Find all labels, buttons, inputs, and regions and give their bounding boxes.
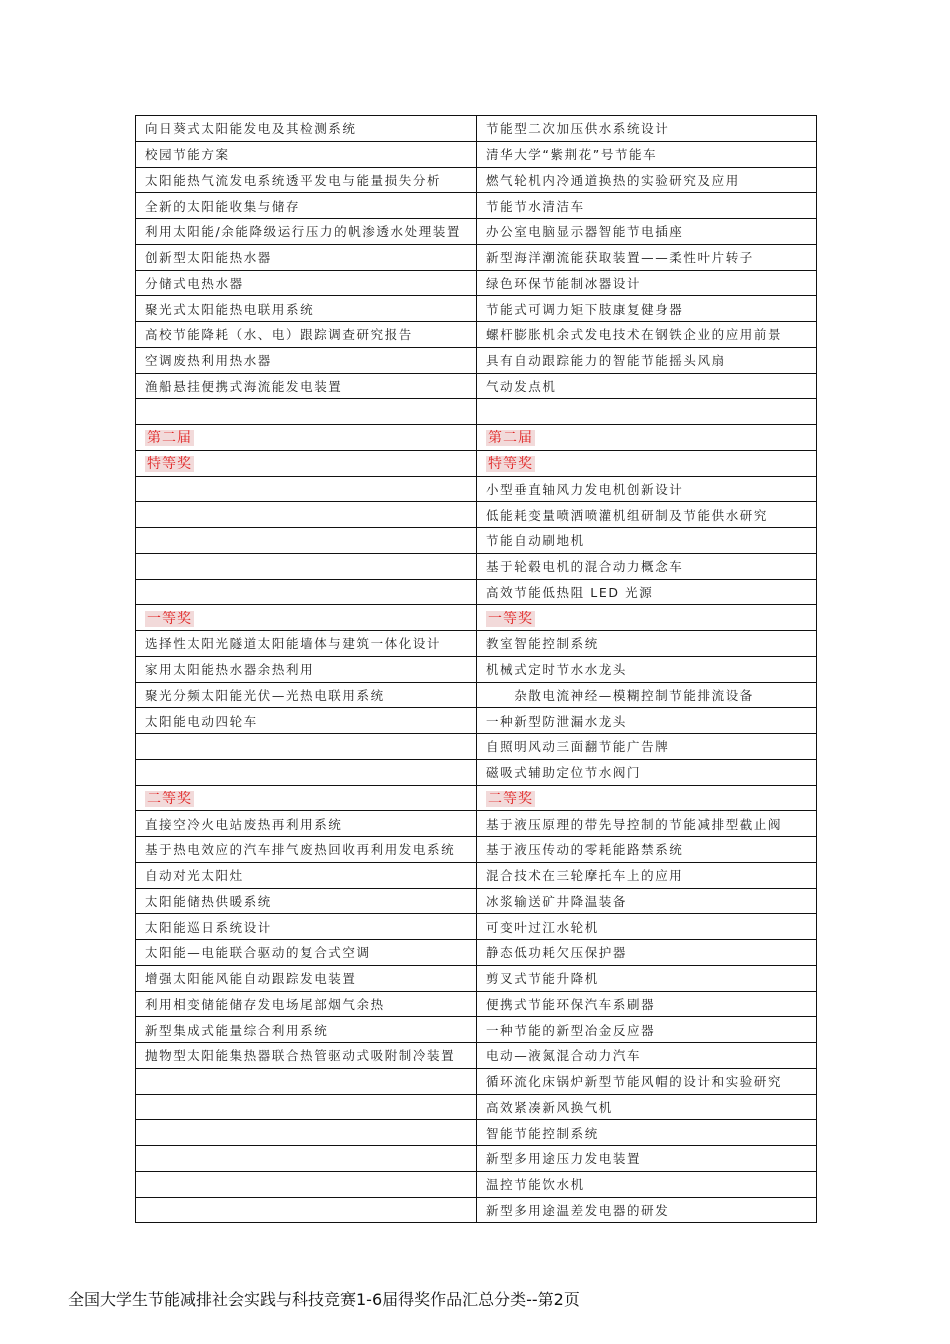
project-title: 具有自动跟踪能力的智能节能摇头风扇 xyxy=(486,353,726,369)
right-cell xyxy=(477,914,817,940)
table-row xyxy=(136,322,817,348)
project-title: 节能式可调力矩下肢康复健身器 xyxy=(486,301,684,317)
left-cell xyxy=(136,553,477,579)
left-cell xyxy=(136,347,477,373)
left-cell xyxy=(136,656,477,682)
table-row xyxy=(136,1017,817,1043)
right-cell xyxy=(477,734,817,760)
project-title: 太阳能储热供暖系统 xyxy=(145,893,272,909)
project-title: 太阳能巡日系统设计 xyxy=(145,919,272,935)
table-row xyxy=(136,656,817,682)
right-cell xyxy=(477,1068,817,1094)
project-title: 新型多用途温差发电器的研发 xyxy=(486,1202,670,1218)
left-cell xyxy=(136,862,477,888)
project-title: 节能节水清洁车 xyxy=(486,198,585,214)
table-row xyxy=(136,399,817,425)
left-cell xyxy=(136,244,477,270)
project-title: 太阳能电动四轮车 xyxy=(145,713,258,729)
right-cell xyxy=(477,476,817,502)
left-cell xyxy=(136,1068,477,1094)
left-cell xyxy=(136,425,477,451)
table-row xyxy=(136,219,817,245)
left-cell xyxy=(136,270,477,296)
project-title: 便携式节能环保汽车系刷器 xyxy=(486,996,656,1012)
left-cell xyxy=(136,759,477,785)
right-cell xyxy=(477,785,817,811)
project-title: 选择性太阳光隧道太阳能墙体与建筑一体化设计 xyxy=(145,636,442,652)
left-cell xyxy=(136,141,477,167)
project-title: 自动对光太阳灶 xyxy=(145,868,244,884)
project-title: 新型集成式能量综合利用系统 xyxy=(145,1022,329,1038)
project-title: 创新型太阳能热水器 xyxy=(145,250,272,266)
left-cell xyxy=(136,888,477,914)
table-row xyxy=(136,244,817,270)
left-cell xyxy=(136,1094,477,1120)
table-row xyxy=(136,193,817,219)
right-cell xyxy=(477,141,817,167)
table-row xyxy=(136,914,817,940)
right-cell xyxy=(477,193,817,219)
section-header-row xyxy=(136,450,817,476)
project-title: 基于液压传动的零耗能路禁系统 xyxy=(486,842,684,858)
left-cell xyxy=(136,1171,477,1197)
project-title: 绿色环保节能制冰器设计 xyxy=(486,275,642,291)
project-title: 利用相变储能储存发电场尾部烟气余热 xyxy=(145,996,385,1012)
project-title: 抛物型太阳能集热器联合热管驱动式吸附制冷装置 xyxy=(145,1048,456,1064)
table-row xyxy=(136,862,817,888)
table-row xyxy=(136,811,817,837)
left-cell xyxy=(136,167,477,193)
right-cell xyxy=(477,888,817,914)
left-cell xyxy=(136,734,477,760)
project-title: 基于轮毂电机的混合动力概念车 xyxy=(486,559,684,575)
table-row xyxy=(136,991,817,1017)
right-cell xyxy=(477,605,817,631)
left-cell xyxy=(136,837,477,863)
right-cell xyxy=(477,579,817,605)
table-row xyxy=(136,476,817,502)
project-title: 燃气轮机内冷通道换热的实验研究及应用 xyxy=(486,172,740,188)
table-row xyxy=(136,270,817,296)
left-cell xyxy=(136,450,477,476)
awards-table xyxy=(135,115,817,1223)
right-cell xyxy=(477,425,817,451)
project-title: 智能节能控制系统 xyxy=(486,1125,599,1141)
project-title: 高效节能低热阻 LED 光源 xyxy=(486,584,654,600)
project-title: 全新的太阳能收集与储存 xyxy=(145,198,301,214)
project-title: 冰浆输送矿井降温装备 xyxy=(486,893,628,909)
left-cell xyxy=(136,296,477,322)
table-row xyxy=(136,940,817,966)
project-title: 气动发点机 xyxy=(486,378,557,394)
award-level-label: 特等奖 xyxy=(488,456,533,473)
left-cell xyxy=(136,528,477,554)
project-title: 磁吸式辅助定位节水阀门 xyxy=(486,765,642,781)
left-cell xyxy=(136,940,477,966)
award-level-label: 二等奖 xyxy=(488,790,533,807)
right-cell xyxy=(477,708,817,734)
table-row xyxy=(136,553,817,579)
table-row xyxy=(136,631,817,657)
left-cell xyxy=(136,811,477,837)
award-level-label: 特等奖 xyxy=(147,456,192,473)
award-level-label: 一等奖 xyxy=(488,610,533,627)
project-title: 空调废热利用热水器 xyxy=(145,353,272,369)
project-title: 利用太阳能/余能降级运行压力的帆渗透水处理装置 xyxy=(145,224,462,240)
project-title: 剪叉式节能升降机 xyxy=(486,971,599,987)
left-cell xyxy=(136,193,477,219)
right-cell xyxy=(477,1120,817,1146)
project-title: 直接空冷火电站废热再利用系统 xyxy=(145,816,343,832)
table-row xyxy=(136,1197,817,1223)
section-header-row xyxy=(136,785,817,811)
page-footer: 全国大学生节能减排社会实践与科技竞赛1-6届得奖作品汇总分类--第2页 xyxy=(68,1290,580,1309)
project-title: 聚光分频太阳能光伏—光热电联用系统 xyxy=(145,687,385,703)
table-row xyxy=(136,347,817,373)
right-cell xyxy=(477,270,817,296)
project-title: 高效紧凑新风换气机 xyxy=(486,1099,613,1115)
table-row xyxy=(136,682,817,708)
right-cell xyxy=(477,837,817,863)
project-title: 低能耗变量喷洒喷灌机组研制及节能供水研究 xyxy=(486,507,769,523)
table-row xyxy=(136,734,817,760)
project-title: 办公室电脑显示器智能节电插座 xyxy=(486,224,684,240)
project-title: 螺杆膨胀机余式发电技术在钢铁企业的应用前景 xyxy=(486,327,783,343)
project-title: 可变叶过江水轮机 xyxy=(486,919,599,935)
table-row xyxy=(136,579,817,605)
table-row xyxy=(136,965,817,991)
table-row xyxy=(136,1094,817,1120)
right-cell xyxy=(477,991,817,1017)
left-cell xyxy=(136,219,477,245)
table-row xyxy=(136,888,817,914)
left-cell xyxy=(136,682,477,708)
project-title: 杂散电流神经—模糊控制节能排流设备 xyxy=(486,687,754,703)
left-cell xyxy=(136,708,477,734)
left-cell xyxy=(136,785,477,811)
project-title: 机械式定时节水水龙头 xyxy=(486,662,628,678)
left-cell xyxy=(136,476,477,502)
award-level-label: 第二届 xyxy=(488,430,533,447)
right-cell xyxy=(477,1043,817,1069)
project-title: 校园节能方案 xyxy=(145,147,230,163)
project-title: 基于液压原理的带先导控制的节能减排型截止阀 xyxy=(486,816,783,832)
award-level-label: 二等奖 xyxy=(147,790,192,807)
table-row xyxy=(136,708,817,734)
table-row xyxy=(136,528,817,554)
table-row xyxy=(136,502,817,528)
award-level-label: 一等奖 xyxy=(147,610,192,627)
table-row xyxy=(136,296,817,322)
left-cell xyxy=(136,1120,477,1146)
right-cell xyxy=(477,965,817,991)
right-cell xyxy=(477,167,817,193)
project-title: 小型垂直轴风力发电机创新设计 xyxy=(486,481,684,497)
project-title: 静态低功耗欠压保护器 xyxy=(486,945,628,961)
table-row xyxy=(136,167,817,193)
project-title: 聚光式太阳能热电联用系统 xyxy=(145,301,315,317)
right-cell xyxy=(477,347,817,373)
left-cell xyxy=(136,1017,477,1043)
left-cell xyxy=(136,991,477,1017)
right-cell xyxy=(477,1171,817,1197)
table-row xyxy=(136,1171,817,1197)
right-cell xyxy=(477,1094,817,1120)
table-row xyxy=(136,1043,817,1069)
right-cell xyxy=(477,502,817,528)
project-title: 循环流化床锅炉新型节能风帽的设计和实验研究 xyxy=(486,1074,783,1090)
right-cell xyxy=(477,450,817,476)
right-cell xyxy=(477,811,817,837)
right-cell xyxy=(477,528,817,554)
section-header-row xyxy=(136,605,817,631)
left-cell xyxy=(136,914,477,940)
right-cell xyxy=(477,1017,817,1043)
right-cell xyxy=(477,759,817,785)
table-row xyxy=(136,1146,817,1172)
project-title: 分储式电热水器 xyxy=(145,275,244,291)
right-cell xyxy=(477,656,817,682)
left-cell xyxy=(136,116,477,142)
right-cell xyxy=(477,296,817,322)
table-row xyxy=(136,837,817,863)
table-row xyxy=(136,373,817,399)
project-title: 增强太阳能风能自动跟踪发电装置 xyxy=(145,971,357,987)
project-title: 混合技术在三轮摩托车上的应用 xyxy=(486,868,684,884)
project-title: 节能自动刷地机 xyxy=(486,533,585,549)
table-row xyxy=(136,116,817,142)
left-cell xyxy=(136,1043,477,1069)
project-title: 电动—液氮混合动力汽车 xyxy=(486,1048,642,1064)
project-title: 太阳能—电能联合驱动的复合式空调 xyxy=(145,945,371,961)
project-title: 基于热电效应的汽车排气废热回收再利用发电系统 xyxy=(145,842,456,858)
right-cell xyxy=(477,116,817,142)
project-title: 清华大学“紫荆花”号节能车 xyxy=(486,147,658,163)
project-title: 高校节能降耗（水、电）跟踪调查研究报告 xyxy=(145,327,413,343)
right-cell xyxy=(477,862,817,888)
project-title: 渔船悬挂便携式海流能发电装置 xyxy=(145,378,343,394)
project-title: 新型海洋潮流能获取装置——柔性叶片转子 xyxy=(486,250,754,266)
left-cell xyxy=(136,322,477,348)
left-cell xyxy=(136,605,477,631)
project-title: 太阳能热气流发电系统透平发电与能量损失分析 xyxy=(145,172,442,188)
left-cell xyxy=(136,373,477,399)
right-cell xyxy=(477,399,817,425)
table-row xyxy=(136,759,817,785)
right-cell xyxy=(477,940,817,966)
project-title: 一种节能的新型冶金反应器 xyxy=(486,1022,656,1038)
right-cell xyxy=(477,553,817,579)
left-cell xyxy=(136,502,477,528)
project-title: 教室智能控制系统 xyxy=(486,636,599,652)
left-cell xyxy=(136,399,477,425)
project-title: 自照明风动三面翻节能广告牌 xyxy=(486,739,670,755)
project-title: 节能型二次加压供水系统设计 xyxy=(486,121,670,137)
right-cell xyxy=(477,244,817,270)
right-cell xyxy=(477,322,817,348)
left-cell xyxy=(136,965,477,991)
right-cell xyxy=(477,1197,817,1223)
table-row xyxy=(136,141,817,167)
table-row xyxy=(136,1068,817,1094)
table-row xyxy=(136,1120,817,1146)
left-cell xyxy=(136,1146,477,1172)
awards-table-body xyxy=(136,116,817,1223)
left-cell xyxy=(136,1197,477,1223)
right-cell xyxy=(477,373,817,399)
right-cell xyxy=(477,631,817,657)
right-cell xyxy=(477,1146,817,1172)
left-cell xyxy=(136,579,477,605)
section-header-row xyxy=(136,425,817,451)
left-cell xyxy=(136,631,477,657)
right-cell xyxy=(477,682,817,708)
project-title: 家用太阳能热水器余热利用 xyxy=(145,662,315,678)
award-level-label: 第二届 xyxy=(147,430,192,447)
project-title: 向日葵式太阳能发电及其检测系统 xyxy=(145,121,357,137)
project-title: 新型多用途压力发电装置 xyxy=(486,1151,642,1167)
right-cell xyxy=(477,219,817,245)
project-title: 一种新型防泄漏水龙头 xyxy=(486,713,628,729)
project-title: 温控节能饮水机 xyxy=(486,1177,585,1193)
